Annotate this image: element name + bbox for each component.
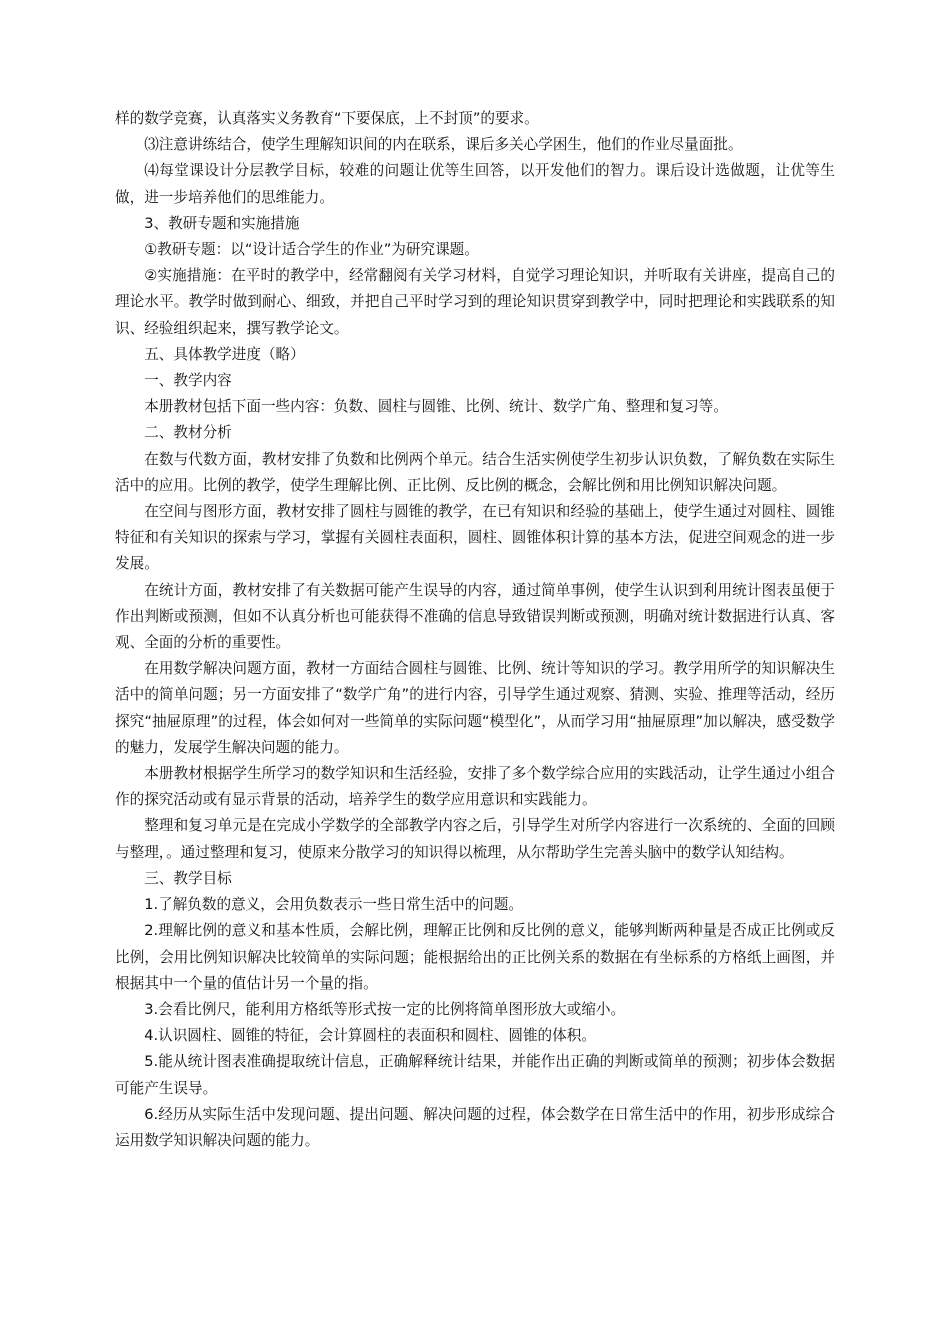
- paragraph: 本册教材根据学生所学习的数学知识和生活经验，安排了多个数学综合应用的实践活动，让学生通过小组合作的探究活动或有显示背景的活动，培养学生的数学应用意识和实践能力。: [115, 765, 835, 809]
- list-item: 6.经历从实际生活中发现问题、提出问题、解决问题的过程，体会数学在日常生活中的作用，初步形成综合运用数学知识解决问题的能力。: [115, 1105, 835, 1149]
- paragraph: 在数与代数方面，教材安排了负数和比例两个单元。结合生活实例使学生初步认识负数，了解负数在实际生活中的应用。比例的教学，使学生理解比例、正比例、反比例的概念，会解比例和用比例知识解决问题。: [115, 450, 835, 494]
- paragraph: 在统计方面，教材安排了有关数据可能产生误导的内容，通过简单事例，使学生认识到利用统计图表虽便于作出判断或预测，但如不认真分析也可能获得不准确的信息导致错误判断或预测，明确对统计数据进行认真、客观、全面的分析的重要性。: [115, 581, 835, 652]
- paragraph: ①教研专题：以“设计适合学生的作业”为研究课题。: [144, 241, 479, 259]
- list-item: 4.认识圆柱、圆锥的特征，会计算圆柱的表面积和圆柱、圆锥的体积。: [144, 1027, 596, 1045]
- list-item: 3.会看比例尺，能利用方格纸等形式按一定的比例将简单图形放大或缩小。: [144, 1000, 626, 1018]
- paragraph: 样的数学竞赛，认真落实义务教育“下要保底，上不封顶”的要求。: [115, 110, 539, 127]
- paragraph: ②实施措施：在平时的教学中，经常翻阅有关学习材料，自觉学习理论知识，并听取有关讲座，提高自己的理论水平。教学时做到耐心、细致，并把自己平时学习到的理论知识贯穿到教学中，同时把理论和实践联系的知识、经验组织起来，撰写教学论文。: [115, 267, 835, 337]
- section-heading: 三、教学目标: [144, 869, 232, 887]
- paragraph: ⑶注意讲练结合，使学生理解知识间的内在联系，课后多关心学困生，他们的作业尽量面批。: [144, 136, 743, 154]
- section-heading: 3、教研专题和实施措施: [144, 214, 300, 232]
- section-heading: 五、具体教学进度（略）: [144, 345, 305, 363]
- document-body: [115, 106, 835, 1154]
- section-heading: 一、教学内容: [144, 372, 232, 390]
- paragraph: ⑷每堂课设计分层教学目标，较难的问题让优等生回答，以开发他们的智力。课后设计选做题，让优等生做，进一步培养他们的思维能力。: [115, 162, 835, 206]
- list-item: 2.理解比例的意义和基本性质，会解比例，理解正比例和反比例的意义，能够判断两种量是否成正比例或反比例，会用比例知识解决比较简单的实际问题；能根据给出的正比例关系的数据在有坐标系的方格纸上画图，并根据其中一个量的值估计另一个量的指。: [115, 922, 835, 992]
- paragraph: 在空间与图形方面，教材安排了圆柱与圆锥的教学，在已有知识和经验的基础上，使学生通过对圆柱、圆锥特征和有关知识的探索与学习，掌握有关圆柱表面积，圆柱、圆锥体积计算的基本方法，促进空间观念的进一步发展。: [115, 503, 835, 573]
- paragraph: 本册教材包括下面一些内容：负数、圆柱与圆锥、比例、统计、数学广角、整理和复习等。: [144, 398, 728, 416]
- paragraph: 整理和复习单元是在完成小学数学的全部教学内容之后，引导学生对所学内容进行一次系统的、全面的回顾与整理，。通过整理和复习，使原来分散学习的知识得以梳理，从尔帮助学生完善头脑中的数学认知结构。: [115, 817, 835, 861]
- list-item: 5.能从统计图表准确提取统计信息，正确解释统计结果，并能作出正确的判断或简单的预测；初步体会数据可能产生误导。: [115, 1053, 835, 1097]
- list-item: 1.了解负数的意义，会用负数表示一些日常生活中的问题。: [144, 896, 523, 914]
- section-heading: 二、教材分析: [144, 424, 232, 442]
- paragraph: 在用数学解决问题方面，教材一方面结合圆柱与圆锥、比例、统计等知识的学习。教学用所学的知识解决生活中的简单问题；另一方面安排了“数学广角”的进行内容，引导学生通过观察、猜测、实验、推理等活动，经历探究“抽屉原理”的过程，体会如何对一些简单的实际问题“模型化”，从而学习用“抽屉原理”加以解决，感受数学的魅力，发展学生解决问题的能力。: [115, 660, 835, 756]
